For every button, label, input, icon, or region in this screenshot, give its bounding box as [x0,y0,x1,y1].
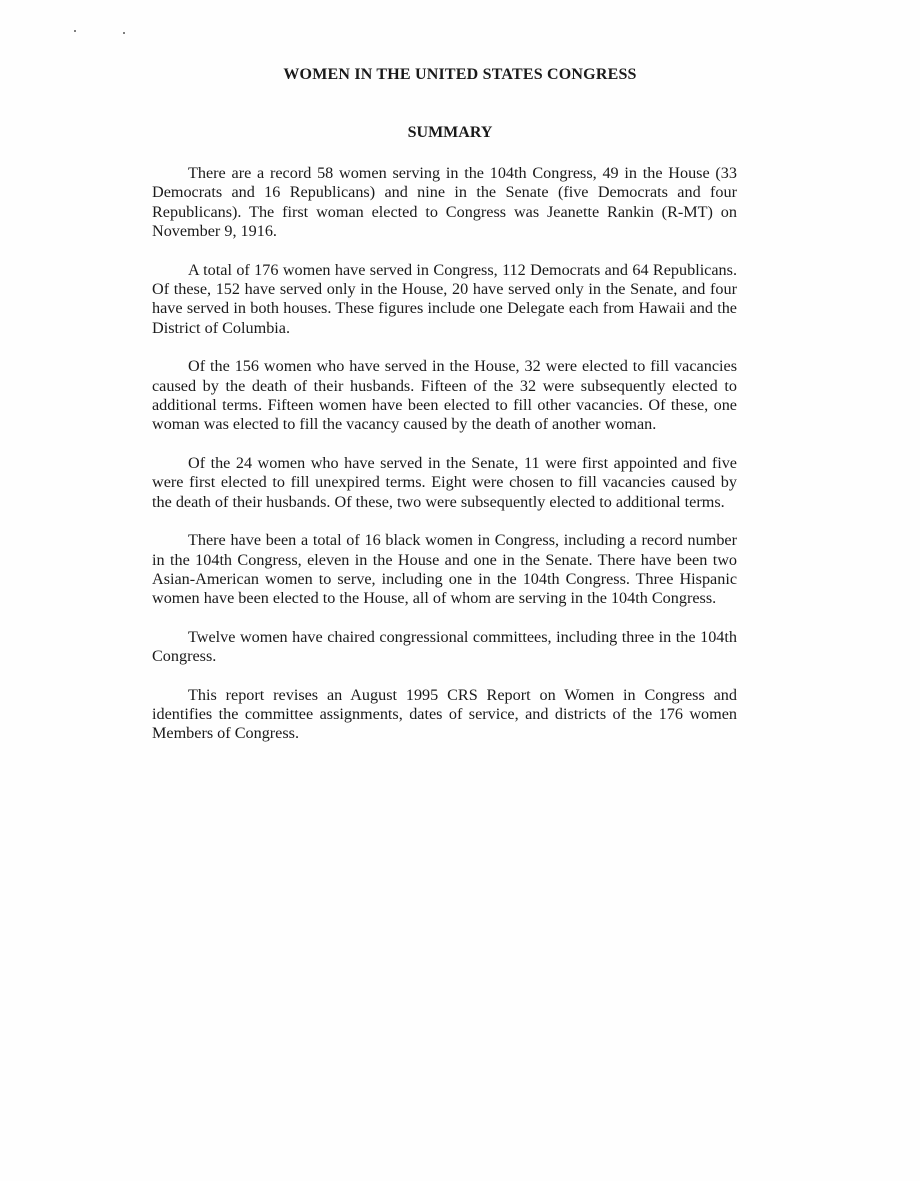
paragraph-current-congress: There are a record 58 women serving in the 104th Congress, 49 in the House (33 Democrats and 16 Republicans) and nine in the Senate (five Democrats and four Republicans). The first woman elected to Congress was Jeanette Rankin (R-MT) on November 9, 1916. [152,164,737,241]
document-title: WOMEN IN THE UNITED STATES CONGRESS [283,66,637,83]
paragraph-house-vacancies: Of the 156 women who have served in the House, 32 were elected to fill vacancies caused by the death of their husbands. Fifteen of the 32 were subsequently elected to additional terms. Fifteen women have been elected to fill other vacancies. Of these, one woman was elected to fill the vacancy caused by the death of another woman. [152,357,737,434]
paragraph-total-served: A total of 176 women have served in Congress, 112 Democrats and 64 Republicans. Of these, 152 have served only in the House, 20 have served only in the Senate, and four have served in both houses. These figures include one Delegate each from Hawaii and the District of Columbia. [152,260,737,337]
paragraph-report-revision: This report revises an August 1995 CRS Report on Women in Congress and identifies the committee assignments, dates of service, and districts of the 176 women Members of Congress. [152,685,737,743]
scan-speck [74,30,76,32]
section-heading: SUMMARY [407,124,493,141]
paragraph-committee-chairs: Twelve women have chaired congressional committees, including three in the 104th Congress. [152,627,737,666]
paragraph-senate-appointments: Of the 24 women who have served in the Senate, 11 were first appointed and five were first elected to fill unexpired terms. Eight were chosen to fill vacancies caused by the death of their husbands. Of these, two were subsequently elected to additional terms. [152,453,737,511]
paragraph-minority-women: There have been a total of 16 black women in Congress, including a record number in the 104th Congress, eleven in the House and one in the Senate. There have been two Asian-American women to serve, including one in the 104th Congress. Three Hispanic women have been elected to the House, all of whom are serving in the 104th Congress. [152,531,737,608]
summary-body [152,164,737,763]
scan-speck [123,32,125,34]
